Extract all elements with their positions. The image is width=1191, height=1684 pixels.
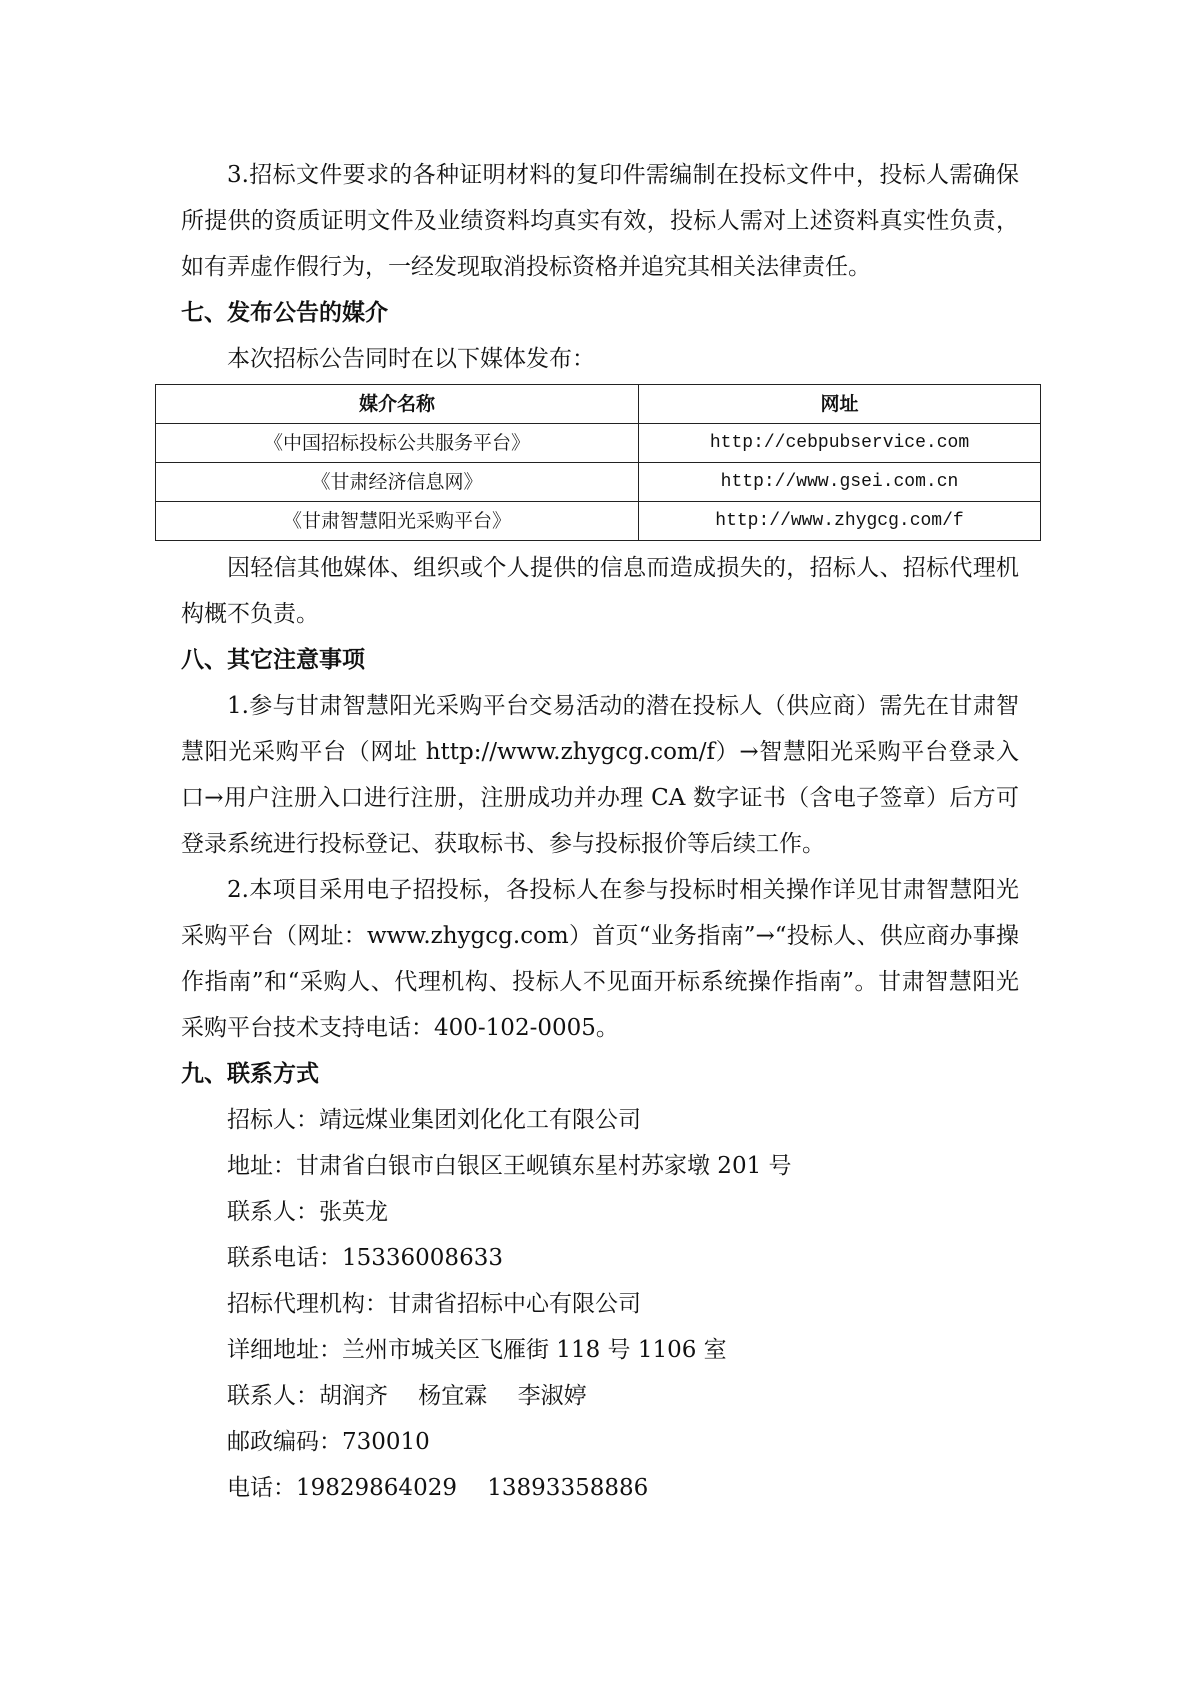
agency-phone: 电话：19829864029 13893358886: [227, 1475, 649, 1501]
section7-heading: 七、发布公告的媒介: [181, 300, 388, 326]
section9-heading: 九、联系方式: [181, 1061, 319, 1087]
media-table: [155, 384, 1041, 541]
media-url-cell: http://www.gsei.com.cn: [639, 463, 1041, 502]
media-url-header: 网址: [639, 385, 1041, 424]
contact-person: 联系人：张英龙: [227, 1199, 388, 1225]
media-table-header-row: [156, 385, 1041, 424]
section7-disclaimer: 因轻信其他媒体、组织或个人提供的信息而造成损失的，招标人、招标代理机构概不负责。: [181, 555, 1019, 627]
section8-heading: 八、其它注意事项: [181, 647, 365, 673]
agency-name: 招标代理机构：甘肃省招标中心有限公司: [227, 1291, 641, 1317]
contact-phone: 联系电话：15336008633: [227, 1245, 503, 1271]
media-name-header: 媒介名称: [156, 385, 639, 424]
contact-address: 地址：甘肃省白银市白银区王岘镇东星村苏家墩 201 号: [227, 1153, 792, 1179]
section8-item2: 2.本项目采用电子招投标，各投标人在参与投标时相关操作详见甘肃智慧阳光采购平台（网址：www.zhygcg.com）首页“业务指南”→“投标人、供应商办事操作指南”和“采购人、代理机构、投标人不见面开标系统操作指南”。甘肃智慧阳光采购平台技术支持电话：400-102-0005。: [181, 877, 1019, 1041]
media-url-cell: http://cebpubservice.com: [639, 424, 1041, 463]
table-row: [156, 463, 1041, 502]
section8-item1: 1.参与甘肃智慧阳光采购平台交易活动的潜在投标人（供应商）需先在甘肃智慧阳光采购平台（网址 http://www.zhygcg.com/f）→智慧阳光采购平台登录入口→用户注册入口进行注册，注册成功并办理 CA 数字证书（含电子签章）后方可登录系统进行投标登记、获取标书、参与投标报价等后续工作。: [181, 693, 1019, 857]
media-url-cell: http://www.zhygcg.com/f: [639, 502, 1041, 541]
agency-postcode: 邮政编码：730010: [227, 1429, 430, 1455]
media-name-cell: 《甘肃经济信息网》: [156, 463, 639, 502]
table-row: [156, 424, 1041, 463]
section7-intro: 本次招标公告同时在以下媒体发布：: [227, 346, 595, 372]
media-name-cell: 《甘肃智慧阳光采购平台》: [156, 502, 639, 541]
section6-item3: 3.招标文件要求的各种证明材料的复印件需编制在投标文件中，投标人需确保所提供的资质证明文件及业绩资料均真实有效，投标人需对上述资料真实性负责，如有弄虚作假行为，一经发现取消投标资格并追究其相关法律责任。: [181, 162, 1019, 280]
agency-contacts: 联系人：胡润齐 杨宜霖 李淑婷: [227, 1383, 587, 1409]
media-name-cell: 《中国招标投标公共服务平台》: [156, 424, 639, 463]
contact-tenderer: 招标人：靖远煤业集团刘化化工有限公司: [227, 1107, 641, 1133]
agency-address: 详细地址：兰州市城关区飞雁街 118 号 1106 室: [227, 1337, 727, 1363]
table-row: [156, 502, 1041, 541]
